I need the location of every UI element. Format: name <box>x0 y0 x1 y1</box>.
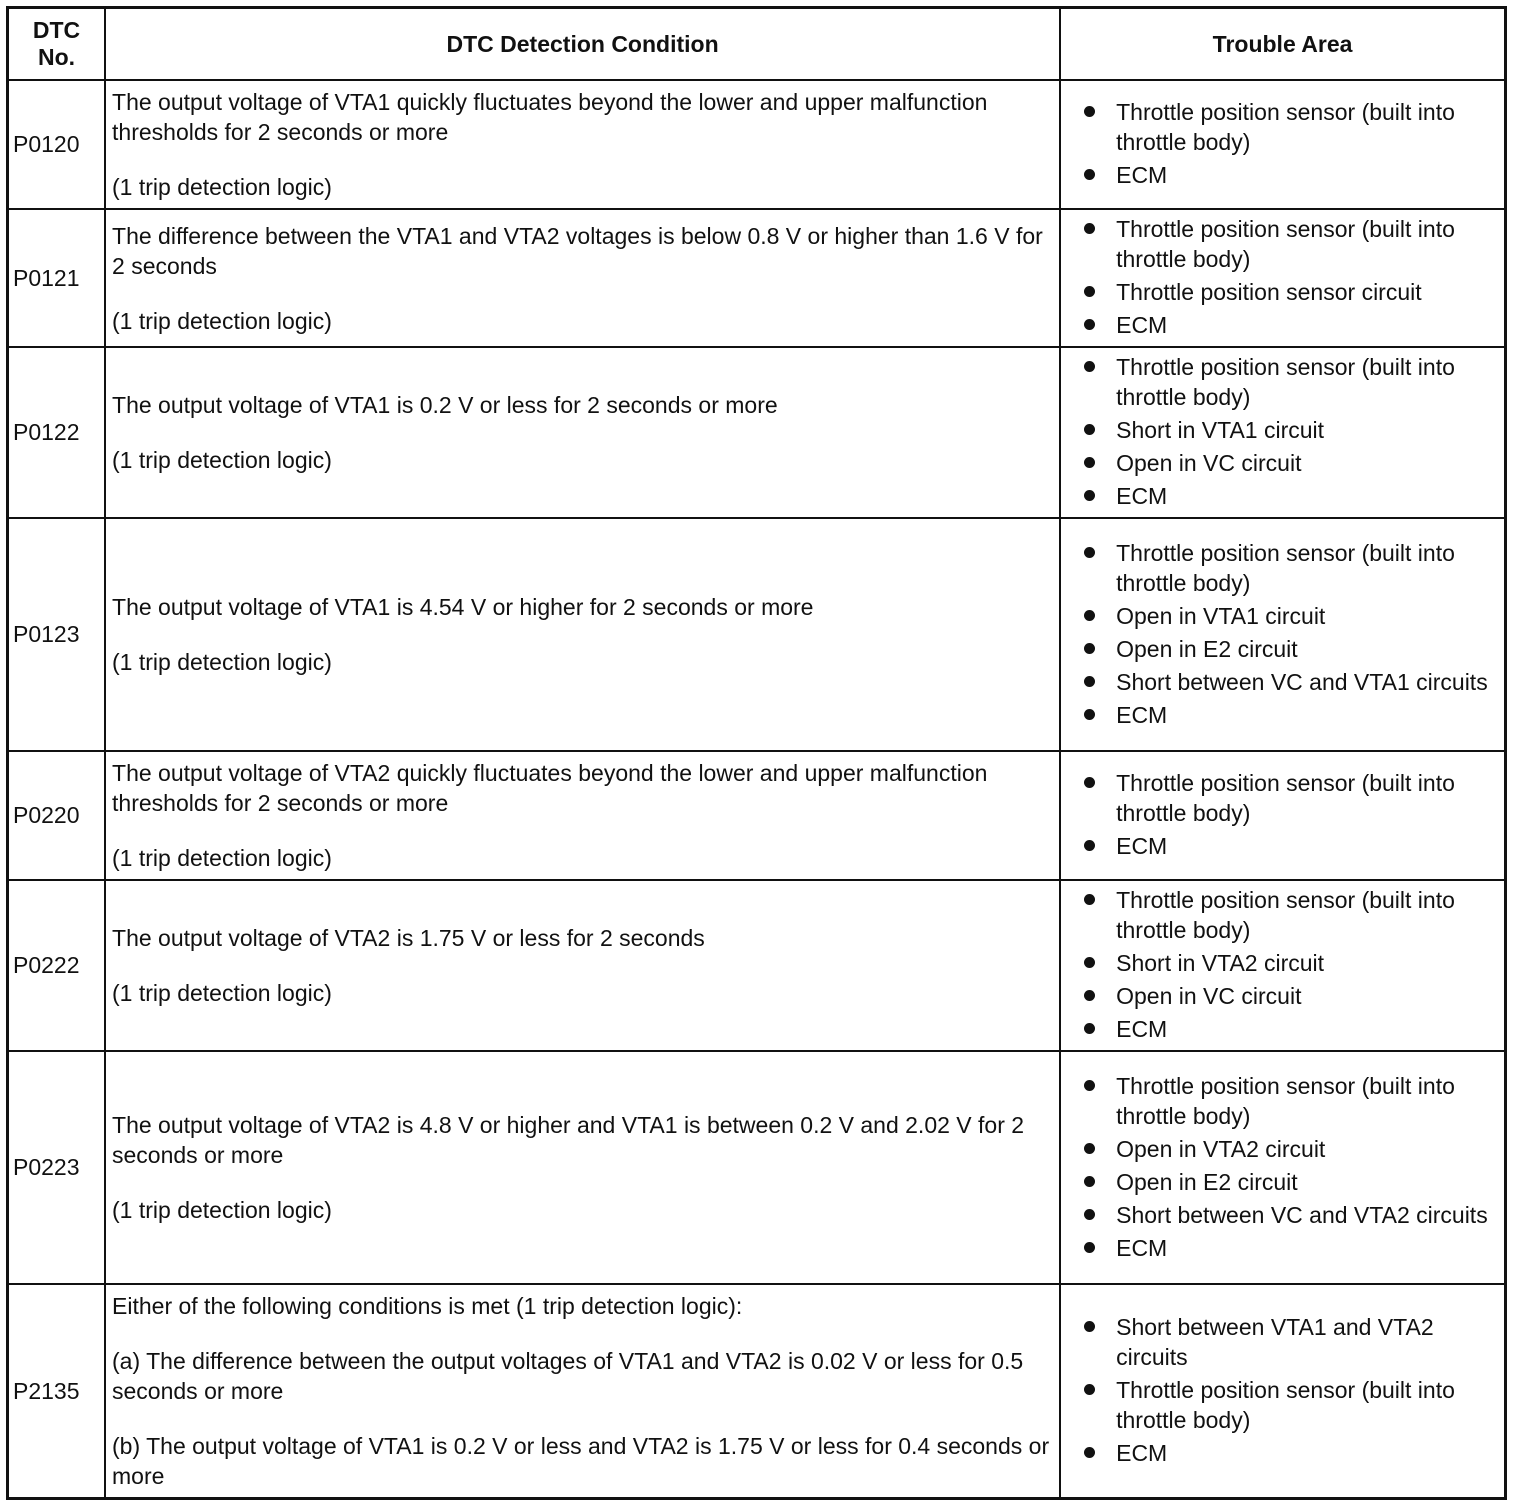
bullet-icon <box>1084 894 1095 905</box>
header-row <box>8 8 1506 81</box>
trouble-area-item: ECM <box>1116 1234 1168 1261</box>
list-item <box>1083 1312 1498 1372</box>
trouble-area-item: Throttle position sensor (built into throttle body) <box>1116 216 1455 272</box>
trouble-area-item: Throttle position sensor (built into throttle body) <box>1116 99 1455 155</box>
dtc-table <box>6 6 1507 1500</box>
dtc-code: P0120 <box>8 80 106 209</box>
list-item <box>1083 214 1498 274</box>
bullet-icon <box>1084 361 1095 372</box>
trouble-area-item: Short in VTA1 circuit <box>1116 417 1325 443</box>
table-row <box>8 1284 1506 1499</box>
dtc-code: P2135 <box>8 1284 106 1499</box>
trouble-area <box>1060 1051 1505 1284</box>
table-row <box>8 751 1506 880</box>
trouble-area-item: ECM <box>1116 1440 1168 1466</box>
detection-condition <box>105 751 1060 880</box>
detection-condition <box>105 1051 1060 1284</box>
condition-paragraph: The output voltage of VTA2 quickly fluctuates beyond the lower and upper malfunction thresholds for 2 seconds or more <box>112 760 988 816</box>
condition-paragraph: The output voltage of VTA1 is 0.2 V or less for 2 seconds or more <box>112 392 778 418</box>
list-item <box>1083 948 1498 978</box>
trouble-area <box>1060 1284 1505 1499</box>
condition-paragraph: The output voltage of VTA2 is 1.75 V or less for 2 seconds <box>112 925 705 951</box>
trouble-area <box>1060 209 1505 347</box>
trouble-area-item: Throttle position sensor (built into throttle body) <box>1116 770 1455 826</box>
bullet-icon <box>1084 1143 1095 1154</box>
trouble-area-list <box>1083 1071 1498 1263</box>
detection-condition <box>105 880 1060 1051</box>
trouble-area-item: Open in VTA1 circuit <box>1116 602 1326 629</box>
list-item <box>1083 1014 1498 1044</box>
list-item <box>1083 160 1498 190</box>
trouble-area-list <box>1083 352 1498 511</box>
trouble-area-item: Throttle position sensor (built into throttle body) <box>1116 539 1455 596</box>
list-item <box>1083 601 1498 631</box>
dtc-code: P0222 <box>8 880 106 1051</box>
trouble-area <box>1060 880 1505 1051</box>
header-dtc-no: DTC No. <box>8 8 106 81</box>
condition-paragraph: (1 trip detection logic) <box>112 307 332 334</box>
bullet-icon <box>1084 1176 1095 1187</box>
trouble-area-item: Throttle position sensor (built into throttle body) <box>1116 1072 1455 1129</box>
condition-paragraph: The difference between the VTA1 and VTA2 voltages is below 0.8 V or higher than 1.6 V for 2 seconds <box>112 222 1043 279</box>
bullet-icon <box>1084 1209 1095 1220</box>
bullet-icon <box>1084 676 1095 687</box>
trouble-area-list <box>1083 1312 1498 1468</box>
list-item <box>1083 1375 1498 1435</box>
condition-paragraph: (b) The output voltage of VTA1 is 0.2 V or less and VTA2 is 1.75 V or less for 0.4 seconds or more <box>112 1433 1050 1489</box>
detection-condition <box>105 518 1060 751</box>
list-item <box>1083 277 1498 307</box>
header-detection-condition: DTC Detection Condition <box>105 8 1060 81</box>
bullet-icon <box>1084 643 1095 654</box>
trouble-area <box>1060 347 1505 518</box>
trouble-area-item: ECM <box>1116 483 1168 509</box>
trouble-area <box>1060 518 1505 751</box>
condition-paragraph: (1 trip detection logic) <box>112 174 332 200</box>
trouble-area-list <box>1083 538 1498 730</box>
trouble-area-list <box>1083 97 1498 190</box>
trouble-area <box>1060 80 1505 209</box>
table-row <box>8 347 1506 518</box>
condition-paragraph: (a) The difference between the output voltages of VTA1 and VTA2 is 0.02 V or less for 0.5 seconds or more <box>112 1348 1024 1404</box>
trouble-area-item: Short in VTA2 circuit <box>1116 950 1325 976</box>
list-item <box>1083 700 1498 730</box>
trouble-area <box>1060 751 1505 880</box>
condition-paragraph: (1 trip detection logic) <box>112 845 332 871</box>
list-item <box>1083 1071 1498 1131</box>
bullet-icon <box>1084 777 1095 788</box>
detection-condition <box>105 209 1060 347</box>
list-item <box>1083 352 1498 412</box>
list-item <box>1083 885 1498 945</box>
condition-paragraph: (1 trip detection logic) <box>112 980 332 1006</box>
trouble-area-item: Short between VC and VTA1 circuits <box>1116 668 1488 695</box>
table-row <box>8 1051 1506 1284</box>
trouble-area-item: ECM <box>1116 162 1168 188</box>
trouble-area-item: ECM <box>1116 701 1168 728</box>
list-item <box>1083 634 1498 664</box>
list-item <box>1083 1134 1498 1164</box>
list-item <box>1083 310 1498 340</box>
list-item <box>1083 768 1498 828</box>
bullet-icon <box>1084 957 1095 968</box>
list-item <box>1083 448 1498 478</box>
list-item <box>1083 981 1498 1011</box>
list-item <box>1083 481 1498 511</box>
trouble-area-item: Short between VTA1 and VTA2 circuits <box>1116 1314 1434 1370</box>
trouble-area-item: Throttle position sensor (built into throttle body) <box>1116 354 1455 410</box>
bullet-icon <box>1084 169 1095 180</box>
trouble-area-item: ECM <box>1116 833 1168 859</box>
table-row <box>8 880 1506 1051</box>
list-item <box>1083 415 1498 445</box>
condition-paragraph: The output voltage of VTA2 is 4.8 V or higher and VTA1 is between 0.2 V and 2.02 V for 2 seconds or more <box>112 1112 1025 1168</box>
list-item <box>1083 1167 1498 1197</box>
trouble-area-list <box>1083 768 1498 861</box>
bullet-icon <box>1084 319 1095 330</box>
bullet-icon <box>1084 490 1095 501</box>
list-item <box>1083 97 1498 157</box>
bullet-icon <box>1084 1080 1095 1091</box>
bullet-icon <box>1084 424 1095 435</box>
trouble-area-item: Short between VC and VTA2 circuits <box>1116 1201 1488 1228</box>
trouble-area-item: Open in E2 circuit <box>1116 1168 1298 1195</box>
list-item <box>1083 538 1498 598</box>
bullet-icon <box>1084 1242 1095 1253</box>
table-body <box>8 80 1506 1499</box>
bullet-icon <box>1084 709 1095 720</box>
trouble-area-item: ECM <box>1116 312 1168 338</box>
detection-condition <box>105 347 1060 518</box>
trouble-area-list <box>1083 885 1498 1044</box>
condition-paragraph: (1 trip detection logic) <box>112 1197 332 1223</box>
table-row <box>8 80 1506 209</box>
bullet-icon <box>1084 990 1095 1001</box>
bullet-icon <box>1084 1023 1095 1034</box>
list-item <box>1083 667 1498 697</box>
trouble-area-item: Throttle position sensor circuit <box>1116 279 1422 305</box>
detection-condition <box>105 80 1060 209</box>
bullet-icon <box>1084 457 1095 468</box>
table-row <box>8 209 1506 347</box>
bullet-icon <box>1084 286 1095 297</box>
list-item <box>1083 1233 1498 1263</box>
condition-paragraph: Either of the following conditions is met (1 trip detection logic): <box>112 1293 743 1319</box>
dtc-code: P0121 <box>8 209 106 347</box>
trouble-area-list <box>1083 214 1498 340</box>
trouble-area-item: Open in VC circuit <box>1116 450 1302 476</box>
table-row <box>8 518 1506 751</box>
list-item <box>1083 1438 1498 1468</box>
trouble-area-item: Open in VC circuit <box>1116 983 1302 1009</box>
bullet-icon <box>1084 1321 1095 1332</box>
trouble-area-item: Throttle position sensor (built into throttle body) <box>1116 887 1455 943</box>
dtc-code: P0223 <box>8 1051 106 1284</box>
condition-paragraph: The output voltage of VTA1 quickly fluctuates beyond the lower and upper malfunction thresholds for 2 seconds or more <box>112 89 988 145</box>
list-item <box>1083 1200 1498 1230</box>
trouble-area-item: Open in VTA2 circuit <box>1116 1135 1326 1162</box>
dtc-code: P0122 <box>8 347 106 518</box>
bullet-icon <box>1084 1384 1095 1395</box>
trouble-area-item: ECM <box>1116 1016 1168 1042</box>
dtc-code: P0220 <box>8 751 106 880</box>
bullet-icon <box>1084 223 1095 234</box>
trouble-area-item: Throttle position sensor (built into throttle body) <box>1116 1377 1455 1433</box>
dtc-code: P0123 <box>8 518 106 751</box>
condition-paragraph: The output voltage of VTA1 is 4.54 V or higher for 2 seconds or more <box>112 594 814 620</box>
condition-paragraph: (1 trip detection logic) <box>112 447 332 473</box>
header-trouble-area: Trouble Area <box>1060 8 1505 81</box>
detection-condition <box>105 1284 1060 1499</box>
trouble-area-item: Open in E2 circuit <box>1116 635 1298 662</box>
bullet-icon <box>1084 547 1095 558</box>
list-item <box>1083 831 1498 861</box>
bullet-icon <box>1084 106 1095 117</box>
bullet-icon <box>1084 1447 1095 1458</box>
bullet-icon <box>1084 610 1095 621</box>
bullet-icon <box>1084 840 1095 851</box>
condition-paragraph: (1 trip detection logic) <box>112 649 332 675</box>
